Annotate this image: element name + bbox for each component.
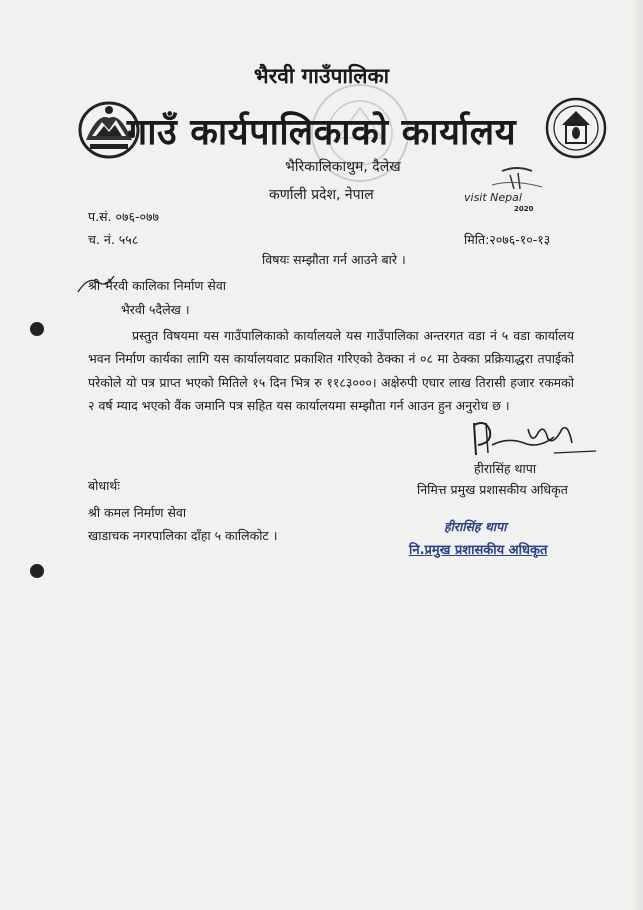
address-line-2: कर्णाली प्रदेश, नेपाल	[269, 187, 374, 203]
signatory-title: निमित्त प्रमुख प्रशासकीय अधिकृत	[417, 482, 568, 497]
stamp-name: हीरासिंह थापा	[444, 519, 507, 534]
letter-date: मिति:२०७६-१०-१३	[464, 232, 551, 247]
subject-line: विषयः सम्झौता गर्न आउने बारे ।	[262, 252, 406, 267]
chalani-number: च. नं. ५५८	[88, 232, 139, 247]
office-name: भैरवी गाउँपालिका	[253, 64, 390, 88]
patra-sankhya: प.सं. ०७६-०७७	[88, 209, 159, 224]
office-title: गाउँ कार्यपालिकाको कार्यालय	[126, 112, 517, 153]
municipality-logo-icon	[545, 97, 607, 159]
stamp-title: नि.प्रमुख प्रशासकीय अधिकृत	[409, 543, 548, 558]
cc-label: बोधार्थः	[88, 478, 120, 493]
letter-body: प्रस्तुत विषयमा यस गाउँपालिकाको कार्यालयले यस गाउँपालिका अन्तरगत वडा नं ५ वडा कार्यालय भवन निर्माण कार्यका लागि यस कार्यालयवाट प्रकाशित गरिएको ठेक्का नं ०८ मा ठेक्का प्रक्रियाद्धरा तपाईको परेकोले यो पत्र प्राप्त भएको मितिले १५ दिन भित्र रु ११८३०००। अक्षेरुपी एघार लाख तिरासी हजार रकमको २ वर्ष म्याद भएको वैंक जमानि पत्र सहित यस कार्यालयमा सम्झौता गर्न आउन हुन अनुरोध छ ।	[88, 328, 574, 414]
signatory-name: हीरासिंह थापा	[474, 461, 537, 476]
recipient-name: श्री भैरवी कालिका निर्माण सेवा	[88, 278, 227, 293]
punch-hole	[30, 564, 44, 578]
visit-logo-year: 2020	[514, 205, 534, 213]
visit-nepal-logo-icon	[462, 165, 572, 213]
address-line-1: भैरिकालिकाथुम, दैलेख	[285, 159, 401, 175]
cc-recipient-address: खाडाचक नगरपालिका दाँहा ५ कालिकोट ।	[88, 528, 278, 543]
visit-logo-text: visit Nepal	[464, 191, 522, 204]
recipient-address: भैरवी ५दैलेख ।	[121, 302, 190, 317]
paper-edge	[630, 0, 643, 910]
cc-recipient-name: श्री कमल निर्माण सेवा	[88, 505, 187, 520]
punch-hole	[30, 322, 44, 336]
